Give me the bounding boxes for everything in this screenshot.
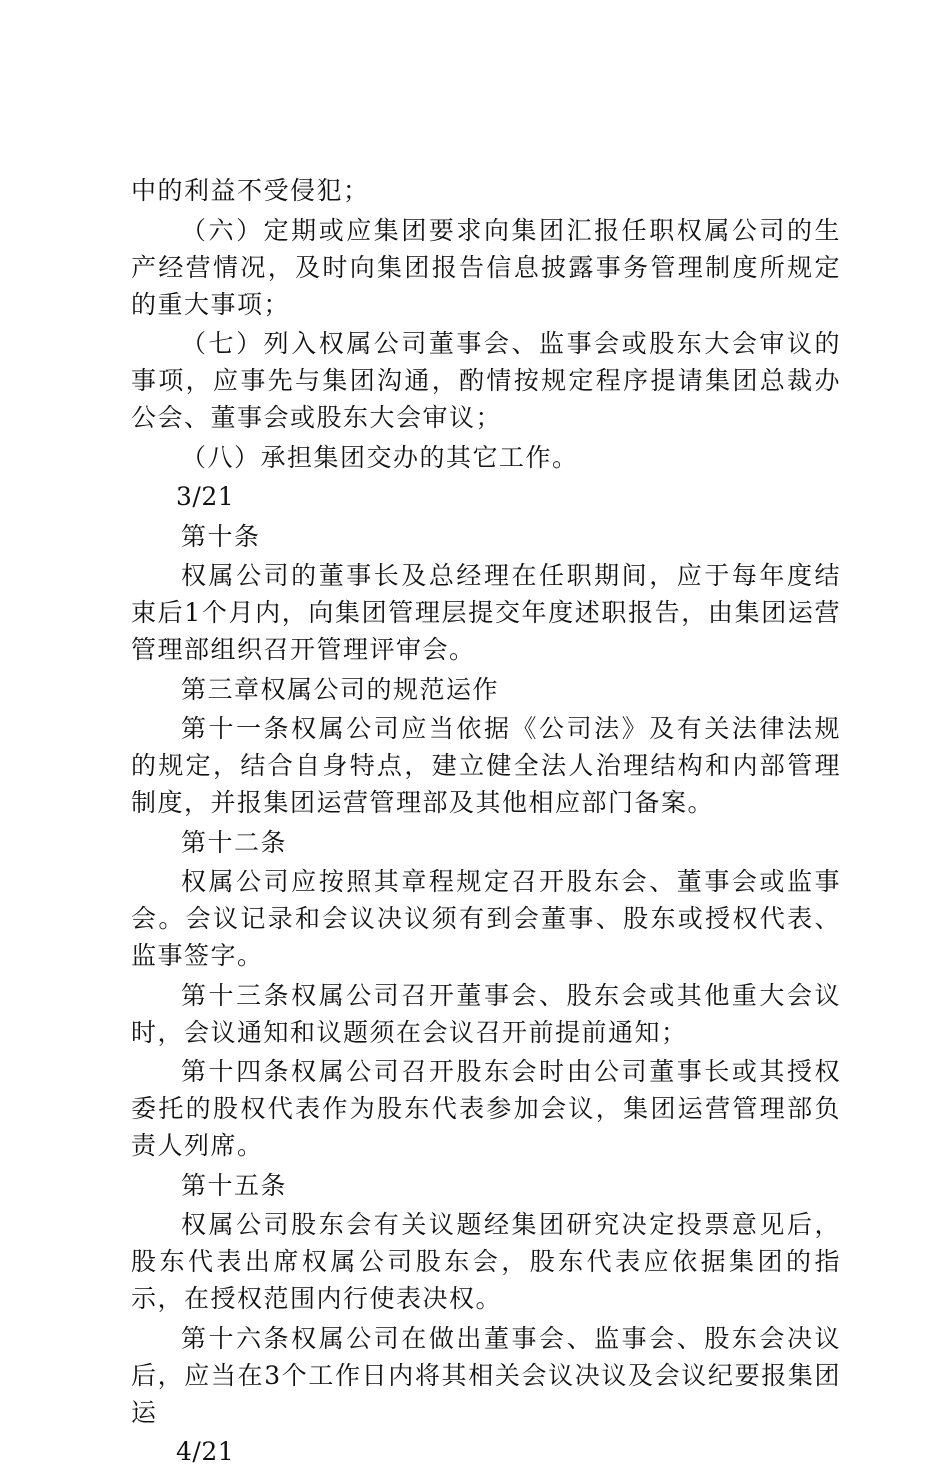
- paragraph: 第十一条权属公司应当依据《公司法》及有关法律法规的规定，结合自身特点，建立健全法人治理结构和内部管理制度，并报集团运营管理部及其他相应部门备案。: [131, 714, 841, 817]
- article-heading: 第十条: [181, 521, 261, 551]
- paragraph: （八）承担集团交办的其它工作。: [181, 442, 579, 472]
- paragraph: 权属公司的董事长及总经理在任职期间，应于每年度结束后1个月内，向集团管理层提交年度述职报告，由集团运营管理部组织召开管理评审会。: [131, 561, 841, 664]
- article-heading: 第十五条: [181, 1170, 288, 1200]
- page-number: 3/21: [176, 482, 235, 511]
- paragraph: （七）列入权属公司董事会、监事会或股东大会审议的事项，应事先与集团沟通，酌情按规定程序提请集团总裁办公会、董事会或股东大会审议；: [131, 329, 841, 432]
- paragraph: 权属公司应按照其章程规定召开股东会、董事会或监事会。会议记录和会议决议须有到会董事、股东或授权代表、监事签字。: [131, 867, 841, 970]
- paragraph: （六）定期或应集团要求向集团汇报任职权属公司的生产经营情况，及时向集团报告信息披露事务管理制度所规定的重大事项；: [131, 215, 841, 319]
- paragraph: 中的利益不受侵犯；: [131, 176, 370, 205]
- paragraph: 权属公司股东会有关议题经集团研究决定投票意见后，股东代表出席权属公司股东会，股东代表应依据集团的指示，在授权范围内行使表决权。: [131, 1210, 841, 1313]
- chapter-heading: 第三章权属公司的规范运作: [181, 674, 500, 704]
- paragraph: 第十六条权属公司在做出董事会、监事会、股东会决议后，应当在3个工作日内将其相关会议决议及会议纪要报集团运: [131, 1323, 841, 1427]
- article-heading: 第十二条: [181, 827, 288, 857]
- document-body: [131, 172, 841, 1473]
- paragraph: 第十四条权属公司召开股东会时由公司董事长或其授权委托的股权代表作为股东代表参加会议，集团运营管理部负责人列席。: [131, 1057, 841, 1160]
- page-number: 4/21: [176, 1437, 235, 1466]
- paragraph: 第十三条权属公司召开董事会、股东会或其他重大会议时，会议通知和议题须在会议召开前提前通知；: [131, 980, 841, 1047]
